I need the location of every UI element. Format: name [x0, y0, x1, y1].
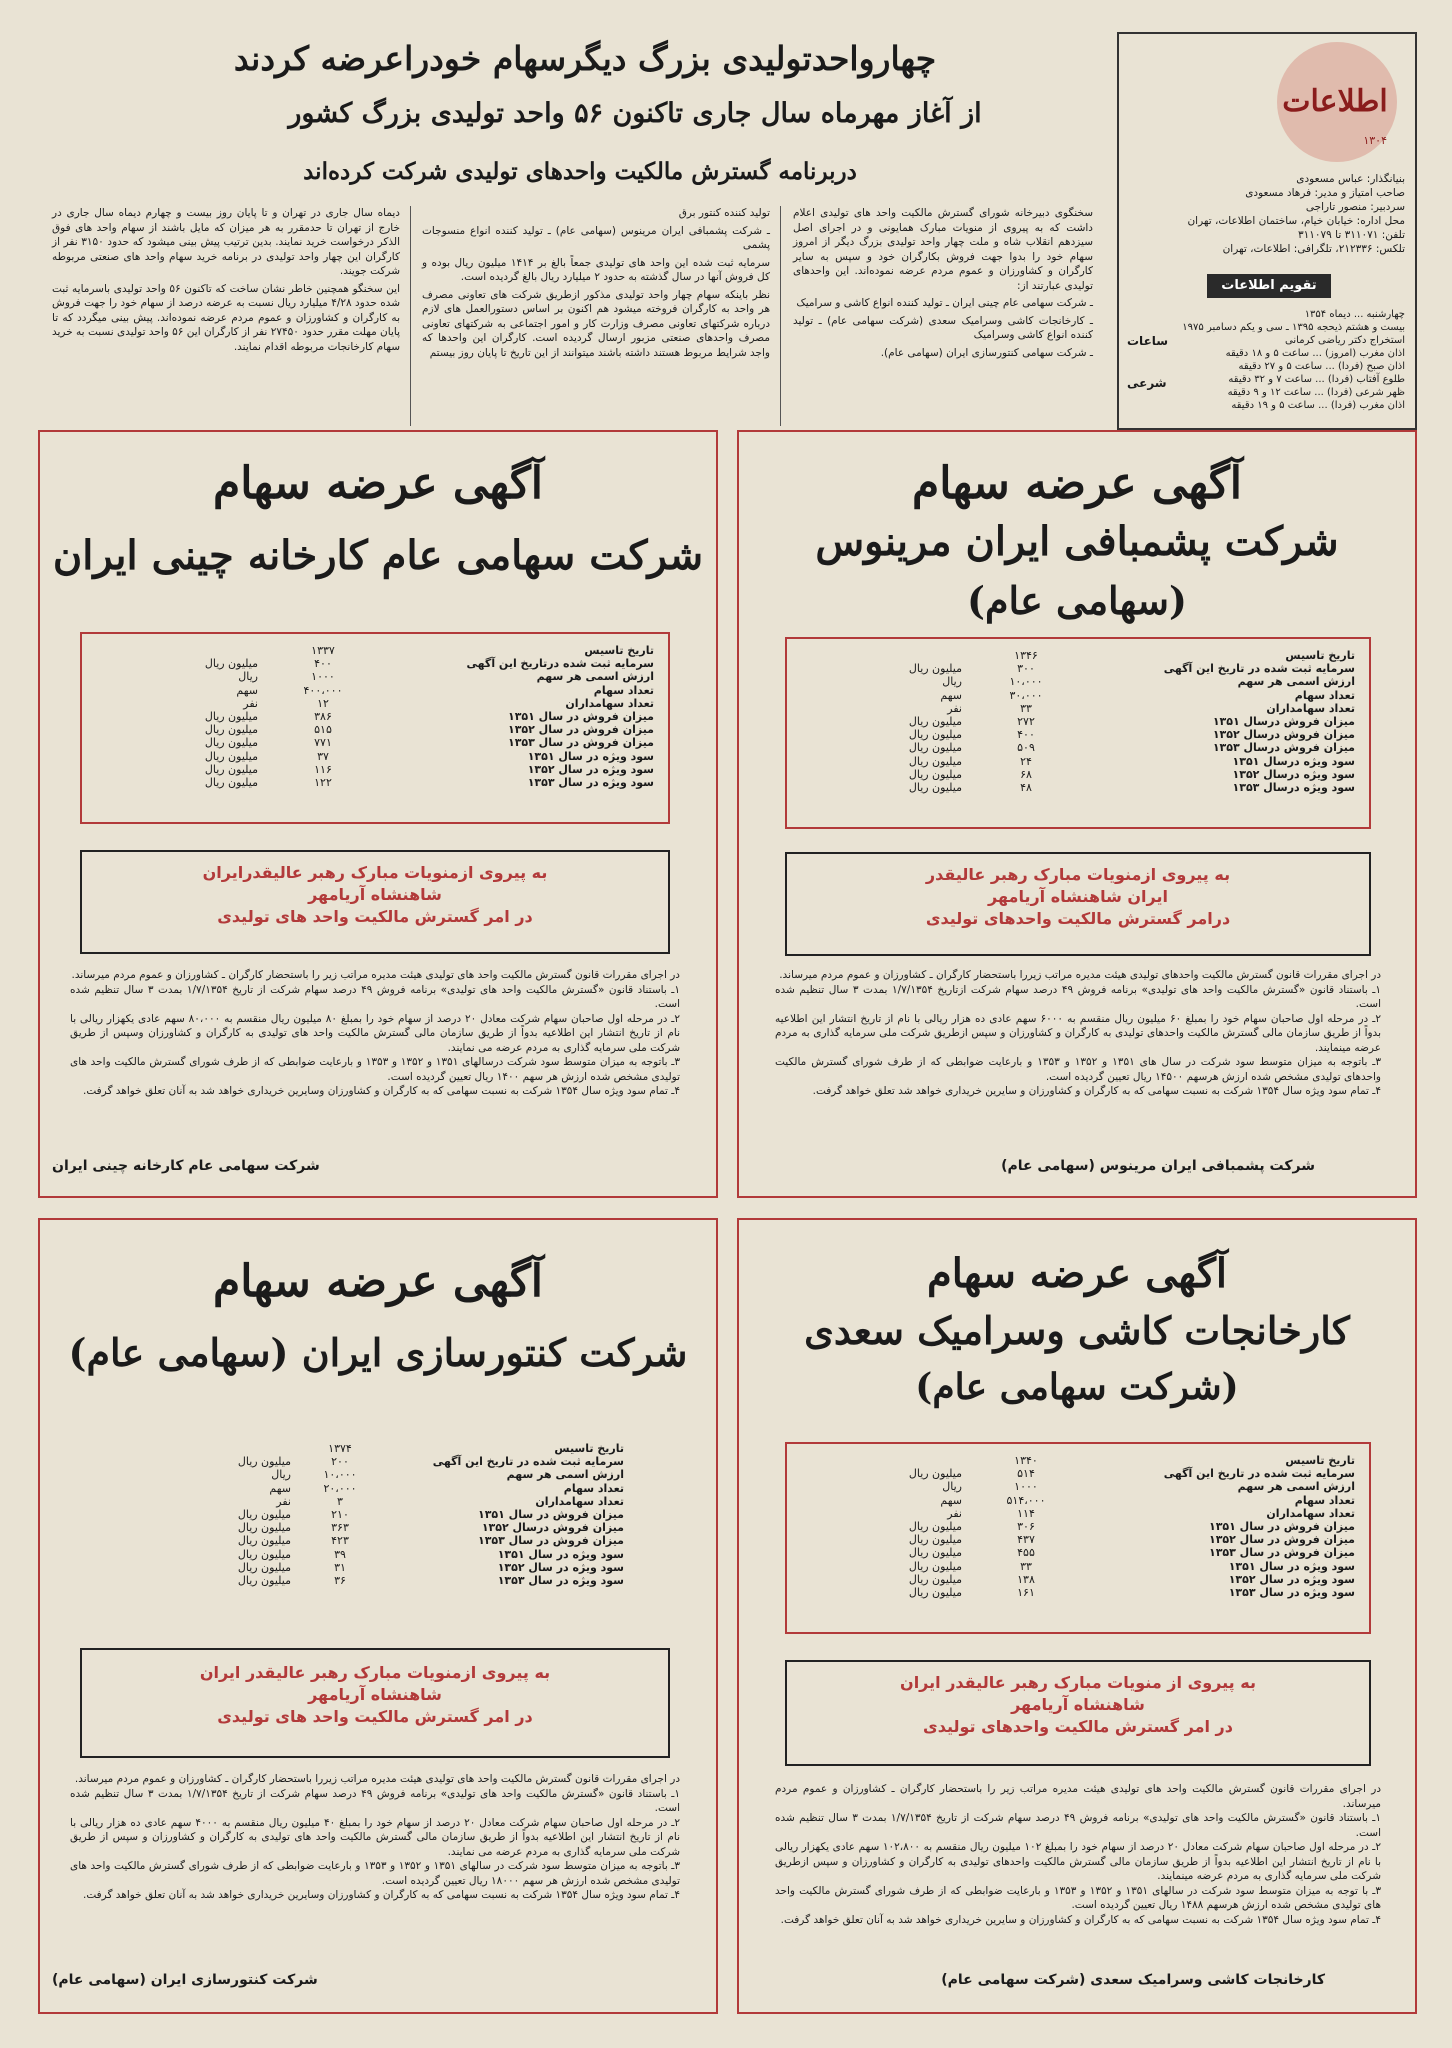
ad-title: آگهی عرضه سهام	[926, 1250, 1228, 1297]
masthead-line: محل اداره: خیابان خیام، ساختمان اطلاعات، تهران	[1187, 215, 1405, 227]
table-row	[787, 1454, 1369, 1467]
row-label: سود ویژه درسال ۱۳۵۲	[1232, 767, 1355, 781]
row-label: میزان فروش درسال ۱۳۵۱	[1212, 714, 1355, 728]
row-unit: میلیون ریال	[204, 723, 258, 737]
masthead-line: تلفن: ۳۱۱۰۷۱ تا ۳۱۱۰۷۹	[1297, 229, 1405, 241]
row-value: ۱۰۰۰	[1014, 1480, 1038, 1494]
ad-paragraph: ۲ـ در مرحله اول صاحبان سهام شرکت معادل ۲۰ درصد از سهام خود را بمبلغ ۴۰ میلیون ریال منقسم به ۴۰۰۰ سهم عادی ده هزار ریالی با نام از تاریخ انتشار این اطلاعیه بدواً از طریق سازمان مالی گسترش مالکیت واحد های تولیدی به کارگران و کشاورزان و سپس از طریق شرکت ملی سرمایه گذاری به مردم عرضه می نمایند.	[70, 1816, 680, 1858]
row-value: ۳۶۳	[331, 1521, 349, 1535]
table-row	[787, 755, 1369, 768]
row-value: ۳۱	[334, 1560, 346, 1574]
prayer-times	[1185, 334, 1405, 412]
slogan-line: ایران شاهنشاه آریامهر	[988, 887, 1168, 906]
article-paragraph: ـ شرکت سهامی کنتورسازی ایران (سهامی عام).	[880, 346, 1093, 359]
slogan-line: در امر گسترش مالکیت واحدهای تولیدی	[923, 1717, 1233, 1736]
slogan-line: به پیروی از منویات مبارک رهبر عالیقدر ایران	[900, 1673, 1256, 1692]
ad-paragraph: ۴ـ تمام سود ویژه سال ۱۳۵۴ شرکت به نسبت سهامی که به کارگران و کشاورزان و سایرین خریداری خواهد شد تعلق خواهد گرفت.	[812, 1085, 1381, 1097]
row-value: ۱۶۱	[1017, 1585, 1035, 1599]
row-value: ۴۰۰	[1017, 728, 1035, 742]
ad-paragraph: ۴ـ تمام سود ویژه سال ۱۳۵۴ شرکت به نسبت سهامی که به کارگران و کشاورزان و سایرین خریداری خواهد شد به آنان تعلق خواهد گرفت.	[780, 1913, 1381, 1926]
ad-body-text	[70, 968, 680, 1099]
row-label: میزان فروش در سال ۱۳۵۲	[507, 723, 654, 737]
table-row	[787, 1520, 1369, 1533]
ad-body-text	[70, 1772, 680, 1903]
ad-body-text	[775, 1782, 1381, 1927]
ad-china-iran	[38, 430, 718, 1198]
column-divider	[410, 206, 411, 426]
table-row	[787, 1480, 1369, 1493]
table-row	[82, 697, 668, 710]
row-label: تعداد سهام	[593, 683, 654, 697]
row-value: ۳۳	[1020, 1559, 1032, 1573]
row-label: میزان فروش درسال ۱۳۵۲	[481, 1521, 624, 1535]
table-row	[787, 1533, 1369, 1546]
row-unit: میلیون ریال	[237, 1521, 291, 1535]
row-label: سرمایه ثبت شده در تاریخ این آگهی	[1163, 1467, 1355, 1481]
row-unit: میلیون ریال	[204, 736, 258, 750]
row-label: میزان فروش در سال ۱۳۵۳	[507, 736, 654, 750]
table-row	[787, 662, 1369, 675]
table-row	[787, 649, 1369, 662]
ad-kontor-sazi	[38, 1218, 718, 2014]
row-value: ۱۳۴۰	[1014, 1454, 1038, 1467]
ad-paragraph: ۳ـ باتوجه به میزان متوسط سود شرکت درسالهای ۱۳۵۱ و ۱۳۵۲ و ۱۳۵۳ و بارعایت ضوابطی که از طرف شورای گسترش مالکیت واحد های تولیدی مشخص شده ارزش هر سهم ۱۴۰۰ ریال تعیین گردیده است.	[70, 1056, 680, 1083]
row-unit: میلیون ریال	[908, 1546, 962, 1560]
table-row	[82, 670, 668, 683]
column-divider	[780, 206, 781, 426]
article-column-3	[52, 206, 400, 357]
row-label: میزان فروش در سال ۱۳۵۱	[1208, 1519, 1355, 1533]
article-paragraph: سرمایه ثبت شده این واحد های تولیدی جمعاً بالغ بر ۱۴۱۴ میلیون ریال بوده و کل فروش آنها در سال گذشته به حدود ۲ میلیارد ریال بالغ گردیده است.	[422, 256, 770, 283]
table-row	[82, 710, 668, 723]
ad-slogan-box	[785, 1660, 1371, 1766]
ad-paragraph: ۱ـ باستناد قانون «گسترش مالکیت واحد های تولیدی» برنامه فروش ۴۹ درصد سهام شرکت از تاریخ ۱/۷/۱۳۵۴ بمدت ۳ سال تنظیم شده است.	[775, 1812, 1381, 1839]
row-label: تعداد سهام	[563, 1481, 624, 1495]
row-value: ۱۱۶	[314, 762, 332, 776]
row-unit: میلیون ریال	[237, 1560, 291, 1574]
row-label: سود ویژه در سال ۱۳۵۲	[497, 1560, 624, 1574]
row-value: ۵۱۴	[1017, 1467, 1035, 1481]
ad-company-name: کارخانجات کاشی وسرامیک سعدی	[804, 1308, 1350, 1353]
row-unit: میلیون ریال	[204, 775, 258, 789]
masthead-line: سردبیر: منصور تاراجی	[1305, 201, 1405, 213]
masthead-credits	[1135, 172, 1405, 256]
row-value: ۶۸	[1020, 767, 1032, 781]
row-value: ۱۳۴۶	[1014, 649, 1038, 662]
row-value: ۳	[337, 1494, 343, 1508]
calendar-side-label: شرعی	[1127, 376, 1167, 390]
row-value: ۵۰۹	[1017, 741, 1035, 755]
main-headline: چهارواحدتولیدی بزرگ دیگرسهام خودراعرضه کردند	[233, 39, 937, 78]
ad-merinos	[737, 430, 1417, 1198]
row-label: سود ویژه در سال ۱۳۵۳	[527, 775, 654, 789]
row-value: ۴۵۵	[1017, 1546, 1035, 1560]
table-row	[787, 675, 1369, 688]
row-unit: میلیون ریال	[204, 657, 258, 671]
row-value: ۵۱۴،۰۰۰	[1006, 1493, 1046, 1507]
table-row	[142, 1482, 638, 1495]
table-row	[787, 781, 1369, 794]
row-unit: میلیون ریال	[908, 1519, 962, 1533]
table-row	[82, 723, 668, 736]
row-label: ارزش اسمی هر سهم	[1237, 675, 1355, 689]
row-unit: ریال	[942, 1480, 962, 1494]
row-unit: میلیون ریال	[237, 1547, 291, 1561]
row-unit: نفر	[947, 1506, 962, 1520]
row-value: ۴۲۳	[331, 1534, 349, 1548]
row-unit: میلیون ریال	[908, 1533, 962, 1547]
row-unit: میلیون ریال	[908, 1572, 962, 1586]
row-label: سود ویژه در سال ۱۳۵۳	[1228, 1585, 1355, 1599]
calendar-banner: تقویم اطلاعات	[1207, 274, 1331, 298]
row-unit: میلیون ریال	[908, 1559, 962, 1573]
row-label: میزان فروش در سال ۱۳۵۳	[1208, 1546, 1355, 1560]
row-value: ۳۰۰	[1017, 662, 1035, 676]
article-paragraph: سخنگوی دبیرخانه شورای گسترش مالکیت واحد های تولیدی اعلام داشت که به پیروی از منویات مبارک همایونی و در اجرای اصل سیزدهم انقلاب شاه و ملت چهار واحد تولیدی بزرگ دیگر از امروز سهام خود را بدوا جهت فروش بکارگران خود و سپس به سایر کارگران و کشاورزان و عموم مردم عرضه نموده‌اند. این واحدهای تولیدی عبارتند از:	[793, 207, 1093, 292]
row-value: ۳۷	[317, 749, 329, 763]
ad-company-type: (سهامی عام)	[967, 578, 1187, 623]
row-label: سود ویژه درسال ۱۳۵۱	[1232, 754, 1355, 768]
ad-data-table	[140, 1430, 640, 1620]
row-label: ارزش اسمی هر سهم	[536, 670, 654, 684]
table-row	[787, 728, 1369, 741]
prayer-time-line: استخراج دکتر ریاضی کرمانی	[1285, 335, 1405, 346]
ad-slogan-box	[785, 852, 1371, 956]
row-value: ۳۹	[334, 1547, 346, 1561]
row-label: تعداد سهامداران	[565, 696, 654, 710]
ad-paragraph: ۲ـ در مرحله اول صاحبان سهام شرکت معادل ۲۰ درصد از سهام خود را بمبلغ ۱۰۲ میلیون ریال منقسم به ۱۰۲،۸۰۰ سهم عادی یکهزار ریالی با نام از تاریخ انتشار این اطلاعیه بدواً از طریق سازمان مالی گسترش مالکیت واحدهای تولیدی به کارگران و کشاورزان و سپس ازطریق شرکت ملی سرمایه گذاری به مردم عرضه مینمایند.	[775, 1841, 1381, 1882]
prayer-time-line: اذان مغرب (امروز) ... ساعت ۵ و ۱۸ دقیقه	[1225, 348, 1405, 359]
row-unit: میلیون ریال	[237, 1455, 291, 1469]
row-unit: میلیون ریال	[908, 754, 962, 768]
row-label: میزان فروش در سال ۱۳۵۳	[477, 1534, 624, 1548]
row-value: ۳۸۶	[314, 709, 332, 723]
ad-company-name: شرکت کنتورسازی ایران (سهامی عام)	[68, 1330, 688, 1375]
row-value: ۱۲	[317, 696, 329, 710]
row-label: میزان فروش در سال ۱۳۵۱	[477, 1507, 624, 1521]
table-row	[142, 1574, 638, 1587]
row-label: سرمایه ثبت شده در تاریخ این آگهی	[1163, 662, 1355, 676]
ad-paragraph: ۴ـ تمام سود ویژه سال ۱۳۵۴ شرکت به نسبت سهامی که به کارگران و کشاورزان وسایرین خریداری خواهد شد به آنان تعلق خواهد گرفت.	[82, 1889, 680, 1901]
ad-paragraph: ۴ـ تمام سود ویژه سال ۱۳۵۴ شرکت به نسبت سهامی که به کارگران و کشاورزان وسایرین خریداری خواهد شد به آنان تعلق خواهد گرفت.	[82, 1085, 680, 1097]
table-row	[142, 1468, 638, 1481]
table-row	[82, 750, 668, 763]
row-value: ۲۷۲	[1017, 714, 1035, 728]
ad-paragraph: ۳ـ باتوجه به میزان متوسط سود شرکت در سالهای ۱۳۵۱ و ۱۳۵۲ و ۱۳۵۳ و بارعایت ضوابطی که از طرف شورای گسترش مالکیت واحد های تولیدی مشخص شده ارزش هر سهم ۱۸۰۰۰ ریال تعیین گردیده است.	[70, 1860, 681, 1887]
ad-data-table	[785, 1442, 1371, 1634]
table-row	[142, 1508, 638, 1521]
article-column-2	[422, 206, 770, 363]
table-row	[82, 684, 668, 697]
prayer-time-line: طلوع آفتاب (فردا) ... ساعت ۷ و ۳۲ دقیقه	[1228, 374, 1405, 385]
row-value: ۴۰۰،۰۰۰	[303, 683, 343, 697]
row-label: تاریخ تاسیس	[554, 1442, 624, 1455]
ad-paragraph: ۱ـ باستناد قانون «گسترش مالکیت واحد های تولیدی» برنامه فروش ۴۹ درصد سهام شرکت ازتاریخ ۱/۷/۱۳۵۴ بمدت ۳ سال تنظیم شده است.	[775, 983, 1381, 1010]
table-row	[787, 1586, 1369, 1599]
table-row	[82, 763, 668, 776]
row-label: سود ویژه در سال ۱۳۵۲	[1228, 1572, 1355, 1586]
newspaper-founding-year: ۱۳۰۴	[1363, 134, 1387, 147]
row-label: سود ویژه درسال ۱۳۵۳	[1232, 780, 1355, 794]
table-row	[787, 715, 1369, 728]
prayer-time-line: ظهر شرعی (فردا) ... ساعت ۱۲ و ۹ دقیقه	[1227, 387, 1405, 398]
article-paragraph: ـ شرکت سهامی عام چینی ایران ـ تولید کننده انواع کاشی و سرامیک	[796, 297, 1093, 309]
row-label: سود ویژه در سال ۱۳۵۲	[527, 762, 654, 776]
ad-company-name: شرکت پشمبافی ایران مرینوس	[815, 518, 1339, 565]
row-label: تعداد سهام	[1294, 1493, 1355, 1507]
prayer-time-line: اذان مغرب (فردا) ... ساعت ۵ و ۱۹ دقیقه	[1231, 400, 1405, 411]
row-label: میزان فروش درسال ۱۳۵۳	[1212, 741, 1355, 755]
row-value: ۲۴	[1020, 754, 1032, 768]
table-row	[787, 1560, 1369, 1573]
table-row	[142, 1534, 638, 1547]
slogan-line: به پیروی ازمنویات مبارک رهبر عالیقدرایران	[202, 863, 548, 882]
slogan-line: به پیروی ازمنویات مبارک رهبر عالیقدر	[925, 865, 1231, 884]
calendar-block	[1135, 308, 1405, 412]
row-label: تعداد سهامداران	[535, 1494, 624, 1508]
calendar-date: چهارشنبه ... دیماه ۱۳۵۴	[1304, 309, 1405, 320]
masthead-line: تلکس: ۲۱۲۳۳۶، تلگرافی: اطلاعات، تهران	[1222, 243, 1405, 255]
ad-paragraph: در اجرای مقررات قانون گسترش مالکیت واحد های تولیدی هیئت مدیره مراتب زیر را باستحضار کارگران ـ کشاورزان و عموم مردم میرساند.	[71, 969, 680, 981]
slogan-line: شاهنشاه آریامهر	[308, 885, 442, 904]
article-column-1	[793, 206, 1093, 363]
ad-company-name: شرکت سهامی عام کارخانه چینی ایران	[52, 532, 704, 579]
ad-company-type: (شرکت سهامی عام)	[915, 1366, 1239, 1408]
ad-paragraph: در اجرای مقررات قانون گسترش مالکیت واحد های تولیدی هیئت مدیره مراتب زیررا باستحضار کارگران ـ کشاورزان و عموم مردم میرساند.	[74, 1773, 680, 1785]
row-unit: میلیون ریال	[237, 1534, 291, 1548]
table-row	[787, 1546, 1369, 1559]
table-row	[787, 702, 1369, 715]
row-value: ۱۳۸	[1017, 1572, 1035, 1586]
row-value: ۷۷۱	[314, 736, 332, 750]
table-row	[82, 736, 668, 749]
slogan-line: در امر گسترش مالکیت واحد های تولیدی	[217, 1707, 533, 1726]
ad-paragraph: ۲ـ در مرحله اول صاحبان سهام خود را بمبلغ ۶۰ میلیون ریال منقسم به ۶۰۰۰ سهم عادی ده هزار ریالی با نام از تاریخ انتشار این اطلاعیه بدواً از طریق سازمان مالی گسترش مالکیت واحدهای تولیدی به کارگران و کشاورزان و سپس ازطریق شرکت ملی سرمایه گذاری به مردم عرضه مینمایند.	[775, 1012, 1381, 1054]
row-unit: میلیون ریال	[204, 762, 258, 776]
ad-signature: شرکت پشمبافی ایران مرینوس (سهامی عام)	[1001, 1158, 1315, 1174]
ad-paragraph: ۳ـ باتوجه به میزان متوسط سود شرکت در سال های ۱۳۵۱ و ۱۳۵۲ و ۱۳۵۳ و بارعایت ضوابطی که از طرف شورای گسترش مالکیت واحدهای تولیدی مشخص شده ارزش هرسهم ۱۴۵۰۰ ریال تعیین گردیده است.	[775, 1056, 1382, 1083]
row-unit: میلیون ریال	[908, 780, 962, 794]
slogan-line: شاهنشاه آریامهر	[308, 1685, 442, 1704]
calendar-date: بیست و هشتم ذیحجه ۱۳۹۵ ـ سی و یکم دسامبر ۱۹۷۵	[1182, 322, 1405, 333]
row-label: سود ویژه در سال ۱۳۵۱	[1228, 1559, 1355, 1573]
row-unit: ریال	[238, 670, 258, 684]
row-value: ۱۰۰۰	[311, 670, 335, 684]
row-label: تعداد سهامداران	[1266, 1506, 1355, 1520]
ad-signature: شرکت کنتورسازی ایران (سهامی عام)	[52, 1972, 318, 1988]
row-value: ۱۳۷۴	[328, 1442, 352, 1455]
row-value: ۴۰۰	[314, 657, 332, 671]
table-row	[787, 768, 1369, 781]
masthead-line: بنیانگذار: عباس مسعودی	[1296, 173, 1405, 185]
prayer-time-line: اذان صبح (فردا) ... ساعت ۵ و ۲۷ دقیقه	[1238, 361, 1405, 372]
masthead-box	[1117, 32, 1417, 430]
slogan-line: درامر گسترش مالکیت واحدهای تولیدی	[925, 909, 1231, 928]
row-value: ۲۱۰	[331, 1507, 349, 1521]
ad-title: آگهی عرضه سهام	[911, 458, 1243, 509]
row-label: تعداد سهامداران	[1266, 701, 1355, 715]
table-row	[787, 1494, 1369, 1507]
table-row	[82, 657, 668, 670]
row-label: میزان فروش در سال ۱۳۵۲	[1208, 1533, 1355, 1547]
row-unit: میلیون ریال	[908, 728, 962, 742]
row-label: تاریخ تاسیس	[1285, 1454, 1355, 1467]
row-unit: میلیون ریال	[237, 1507, 291, 1521]
table-row	[82, 644, 668, 657]
ad-paragraph: ۱ـ باستناد قانون «گسترش مالکیت واحد های تولیدی» برنامه فروش ۴۹ درصد سهام شرکت از تاریخ ۱/۷/۱۳۵۴ بمدت ۳ سال تنظیم شده است.	[70, 1787, 680, 1814]
slogan-line: به پیروی ازمنویات مبارک رهبر عالیقدر ایران	[199, 1663, 551, 1682]
slogan-line: شاهنشاه آریامهر	[1011, 1695, 1145, 1714]
table-row	[142, 1495, 638, 1508]
table-row	[787, 741, 1369, 754]
table-row	[142, 1521, 638, 1534]
row-unit: میلیون ریال	[908, 1467, 962, 1481]
table-row	[787, 1573, 1369, 1586]
article-paragraph: ـ شرکت پشمبافی ایران مرینوس (سهامی عام) ـ تولید کننده انواع منسوجات پشمی	[422, 224, 770, 251]
row-unit: میلیون ریال	[204, 749, 258, 763]
row-value: ۱۳۳۷	[311, 644, 335, 657]
row-value: ۳۰،۰۰۰	[1009, 688, 1043, 702]
row-label: سود ویژه در سال ۱۳۵۳	[497, 1573, 624, 1587]
article-paragraph: تولید کننده کنتور برق	[678, 207, 770, 219]
row-unit: سهم	[940, 1493, 962, 1507]
table-row	[787, 1507, 1369, 1520]
row-unit: ریال	[271, 1468, 291, 1482]
row-value: ۱۱۴	[1017, 1506, 1035, 1520]
row-unit: میلیون ریال	[908, 1585, 962, 1599]
row-unit: سهم	[269, 1481, 291, 1495]
row-unit: میلیون ریال	[908, 741, 962, 755]
ad-slogan-box	[80, 850, 670, 954]
ad-data-table	[80, 632, 670, 824]
row-value: ۴۸	[1020, 780, 1032, 794]
row-label: تعداد سهام	[1294, 688, 1355, 702]
ad-body-text	[775, 968, 1381, 1099]
newspaper-logo-text: اطلاعات	[1282, 84, 1388, 119]
ad-paragraph: ۲ـ در مرحله اول صاحبان سهام شرکت معادل ۲۰ درصد از سهام خود را بمبلغ ۸۰ میلیون ریال منقسم به ۸۰،۰۰۰ سهم عادی یکهزار ریالی با نام از تاریخ انتشار این اطلاعیه بدواً از طریق سازمان مالی گسترش مالکیت واحد های تولیدی به کارگران و کشاورزان وسپس از طریق شرکت ملی سرمایه گذاری به مردم عرضه می نمایند.	[70, 1012, 680, 1054]
row-value: ۳۳	[1020, 701, 1032, 715]
row-value: ۲۰۰	[331, 1455, 349, 1469]
article-paragraph: نظر باینکه سهام چهار واحد تولیدی مذکور ازطریق شرکت های تعاونی مصرف هر واحد به کارگران فروخته میشود هم اکنون بر اساس دستورالعمل های لازم درباره شرکتهای تعاونی مصرف وزارت کار و امور اجتماعی به شرکتهای تعاونی مصرف واحدهای صنعتی مزبور ارسال گردیده است. کارگران این واحدها که واجد شرایط مربوط هستند داشته باشند میتوانند از این تاریخ تا پایان روز بیستم	[422, 288, 770, 359]
row-unit: نفر	[243, 696, 258, 710]
row-unit: میلیون ریال	[908, 662, 962, 676]
ad-signature: شرکت سهامی عام کارخانه چینی ایران	[52, 1158, 320, 1174]
table-row	[82, 776, 668, 789]
row-label: تاریخ تاسیس	[584, 644, 654, 657]
table-row	[787, 689, 1369, 702]
row-label: سرمایه ثبت شده در تاریخ این آگهی	[432, 1455, 624, 1469]
ad-paragraph: در اجرای مقررات قانون گسترش مالکیت واحد های تولیدی هیئت مدیره مراتب زیر را باستحضار کارگران ـ کشاورزان و عموم مردم میرساند.	[775, 1783, 1381, 1810]
row-value: ۴۳۷	[1017, 1533, 1035, 1547]
row-unit: میلیون ریال	[237, 1573, 291, 1587]
article-paragraph: دیماه سال جاری در تهران و تا پایان روز بیست و چهارم دیماه سال جاری در خارج از تهران تا حدمقرر به هر میزان که مایل باشند از سهام واحد های فوق الذکر درخواست خرید نمایند. بدین ترتیب پیش بینی میشود که حدود ۳۱۵۰ نفر از کارگران این چهار واحد تولیدی در برنامه خرید سهام واحد های صنعتی مربوطه شرکت جویند.	[52, 207, 400, 277]
row-label: سود ویژه در سال ۱۳۵۱	[527, 749, 654, 763]
calendar-side-label: ساعات	[1127, 334, 1169, 348]
ad-paragraph: در اجرای مقررات قانون گسترش مالکیت واحدهای تولیدی هیئت مدیره مراتب زیررا باستحضار کارگران ـ کشاورزان و عموم مردم میرساند.	[779, 969, 1381, 981]
row-label: سرمایه ثبت شده درتاریخ این آگهی	[466, 657, 654, 671]
row-unit: میلیون ریال	[908, 767, 962, 781]
ad-signature: کارخانجات کاشی وسرامیک سعدی (شرکت سهامی عام)	[941, 1972, 1325, 1988]
row-label: میزان فروش در سال ۱۳۵۱	[507, 709, 654, 723]
row-value: ۵۱۵	[314, 723, 332, 737]
ad-slogan-box	[80, 1648, 670, 1758]
row-unit: نفر	[276, 1494, 291, 1508]
row-unit: میلیون ریال	[908, 714, 962, 728]
ad-paragraph: ۳ـ با توجه به میزان متوسط سود شرکت در سالهای ۱۳۵۱ و ۱۳۵۲ و ۱۳۵۳ و بارعایت ضوابطی که از طرف شورای گسترش مالکیت واحد های تولیدی مشخص شده ارزش هرسهم ۱۴۸۸ ریال تعیین گردیده است.	[775, 1884, 1381, 1911]
sub-headline: از آغاز مهرماه سال جاری تاکنون ۵۶ واحد تولیدی بزرگ کشور	[288, 98, 982, 129]
sub-headline-2: دربرنامه گسترش مالکیت واحدهای تولیدی شرکت کرده‌اند	[303, 158, 857, 185]
ad-saadi-tile	[737, 1218, 1417, 2014]
ad-title: آگهی عرضه سهام	[212, 458, 544, 509]
row-unit: سهم	[940, 688, 962, 702]
ad-title: آگهی عرضه سهام	[212, 1256, 544, 1307]
row-value: ۱۰،۰۰۰	[323, 1468, 357, 1482]
masthead-line: صاحب امتیاز و مدیر: فرهاد مسعودی	[1245, 187, 1405, 199]
row-value: ۱۲۲	[314, 775, 332, 789]
ad-paragraph: ۱ـ باستناد قانون «گسترش مالکیت واحد های تولیدی» برنامه فروش ۴۹ درصد سهام شرکت از تاریخ ۱/۷/۱۳۵۴ بمدت ۳ سال تنظیم شده است.	[70, 983, 680, 1010]
table-row	[142, 1561, 638, 1574]
table-row	[142, 1455, 638, 1468]
row-label: ارزش اسمی هر سهم	[506, 1468, 624, 1482]
article-paragraph: این سخنگو همچنین خاطر نشان ساخت که تاکنون ۵۶ واحد تولیدی باسرمایه ثبت شده حدود ۴/۲۸ میلیارد ریال نسبت به عرضه درصد از سهام خود را جهت فروش به کارگران و کشاورزان و عموم مردم عرضه نموده‌اند. پیش بینی میگردد که تا پایان مهلت مقرر حدود ۲۷۴۵۰ نفر از کارگران این ۵۶ واحد تولیدی نسبت به خرید سهام کارخانجات مربوطه اقدام نمایند.	[52, 282, 401, 353]
ad-data-table	[785, 637, 1371, 829]
slogan-line: در امر گسترش مالکیت واحد های تولیدی	[217, 907, 533, 926]
article-paragraph: ـ کارخانجات کاشی وسرامیک سعدی (شرکت سهامی عام) ـ تولید کننده انواع کاشی وسرامیک	[793, 314, 1093, 341]
row-value: ۳۶	[334, 1573, 346, 1587]
row-label: تاریخ تاسیس	[1285, 649, 1355, 662]
row-value: ۱۰،۰۰۰	[1009, 675, 1043, 689]
row-unit: میلیون ریال	[204, 709, 258, 723]
row-label: سود ویژه در سال ۱۳۵۱	[497, 1547, 624, 1561]
row-unit: نفر	[947, 701, 962, 715]
table-row	[142, 1442, 638, 1455]
row-unit: سهم	[236, 683, 258, 697]
table-row	[142, 1548, 638, 1561]
table-row	[787, 1467, 1369, 1480]
row-label: ارزش اسمی هر سهم	[1237, 1480, 1355, 1494]
row-value: ۳۰۶	[1017, 1519, 1035, 1533]
row-unit: ریال	[942, 675, 962, 689]
row-value: ۲۰،۰۰۰	[323, 1481, 357, 1495]
row-label: میزان فروش درسال ۱۳۵۲	[1212, 728, 1355, 742]
